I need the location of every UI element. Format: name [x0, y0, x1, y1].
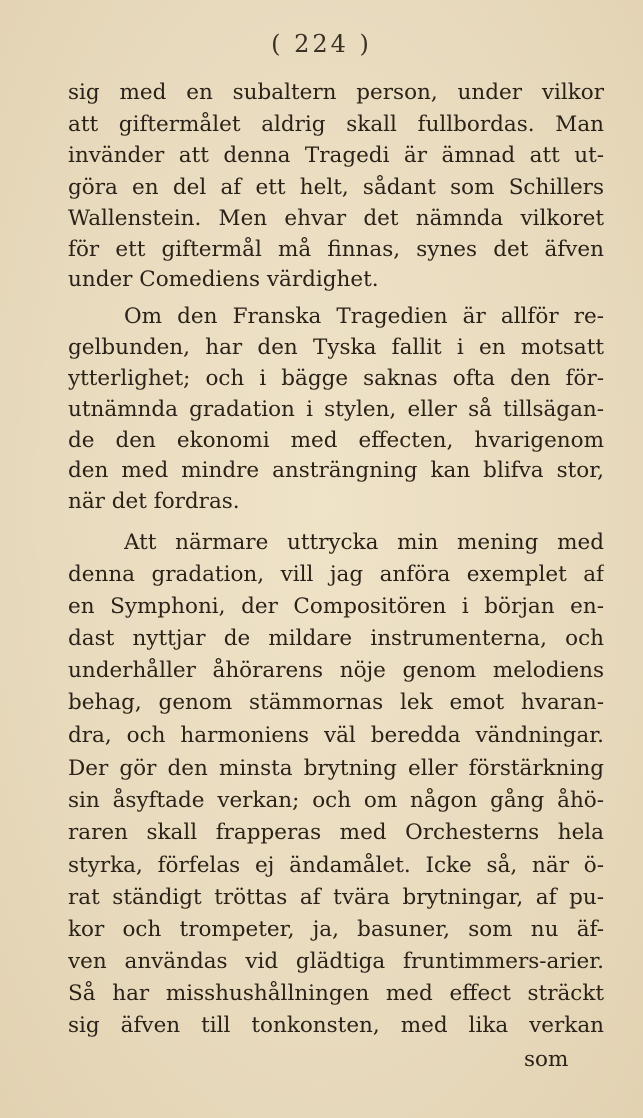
text-line: Om den Franska Tragedien är allför re-	[124, 304, 604, 329]
text-line: Der gör den minsta brytning eller förstärkning	[68, 756, 604, 781]
text-line: rat ständigt tröttas af tvära brytningar, af pu-	[68, 885, 604, 910]
text-line: dra, och harmoniens väl beredda vändningar.	[68, 723, 604, 748]
text-line: raren skall frapperas med Orchesterns hela	[68, 820, 604, 845]
text-line: när det fordras.	[68, 489, 240, 514]
text-line: dast nyttjar de mildare instrumenterna, och	[68, 626, 604, 651]
text-line: sig med en subaltern person, under vilkor	[68, 80, 604, 105]
text-line: kor och trompeter, ja, basuner, som nu äf-	[68, 917, 604, 942]
text-line: sig äfven till tonkonsten, med lika verkan	[68, 1013, 604, 1038]
text-line: Wallenstein. Men ehvar det nämnda vilkoret	[68, 206, 604, 231]
text-line: Så har misshushållningen med effect sträckt	[68, 981, 604, 1006]
text-line: de den ekonomi med effecten, hvarigenom	[68, 428, 604, 453]
text-line: ytterlighet; och i bägge saknas ofta den för-	[68, 366, 604, 391]
text-line: sin åsyftade verkan; och om någon gång åhö-	[68, 788, 604, 813]
text-line: under Comediens värdighet.	[68, 267, 379, 292]
text-line: göra en del af ett helt, sådant som Schillers	[68, 175, 604, 200]
text-line: för ett giftermål må finnas, synes det äfven	[68, 237, 604, 262]
text-line: gelbunden, har den Tyska fallit i en motsatt	[68, 335, 604, 360]
text-line: invänder att denna Tragedi är ämnad att ut-	[68, 143, 604, 168]
text-line: utnämnda gradation i stylen, eller så tillsägan-	[68, 397, 604, 422]
text-line: denna gradation, vill jag anföra exemplet af	[68, 562, 604, 587]
text-line: Att närmare uttrycka min mening med	[124, 530, 604, 555]
text-line: underhåller åhörarens nöje genom melodiens	[68, 658, 604, 683]
text-line: den med mindre ansträngning kan blifva stor,	[68, 458, 604, 483]
text-line: att giftermålet aldrig skall fullbordas. Man	[68, 112, 604, 137]
page-number: ( 224 )	[271, 30, 372, 58]
text-line: styrka, förfelas ej ändamålet. Icke så, när ö-	[68, 853, 604, 878]
text-line: ven användas vid glädtiga fruntimmers-arier.	[68, 949, 604, 974]
text-line: behag, genom stämmornas lek emot hvaran-	[68, 690, 604, 715]
text-line: en Symphoni, der Compositören i början en-	[68, 594, 604, 619]
catchword: som	[524, 1047, 569, 1072]
